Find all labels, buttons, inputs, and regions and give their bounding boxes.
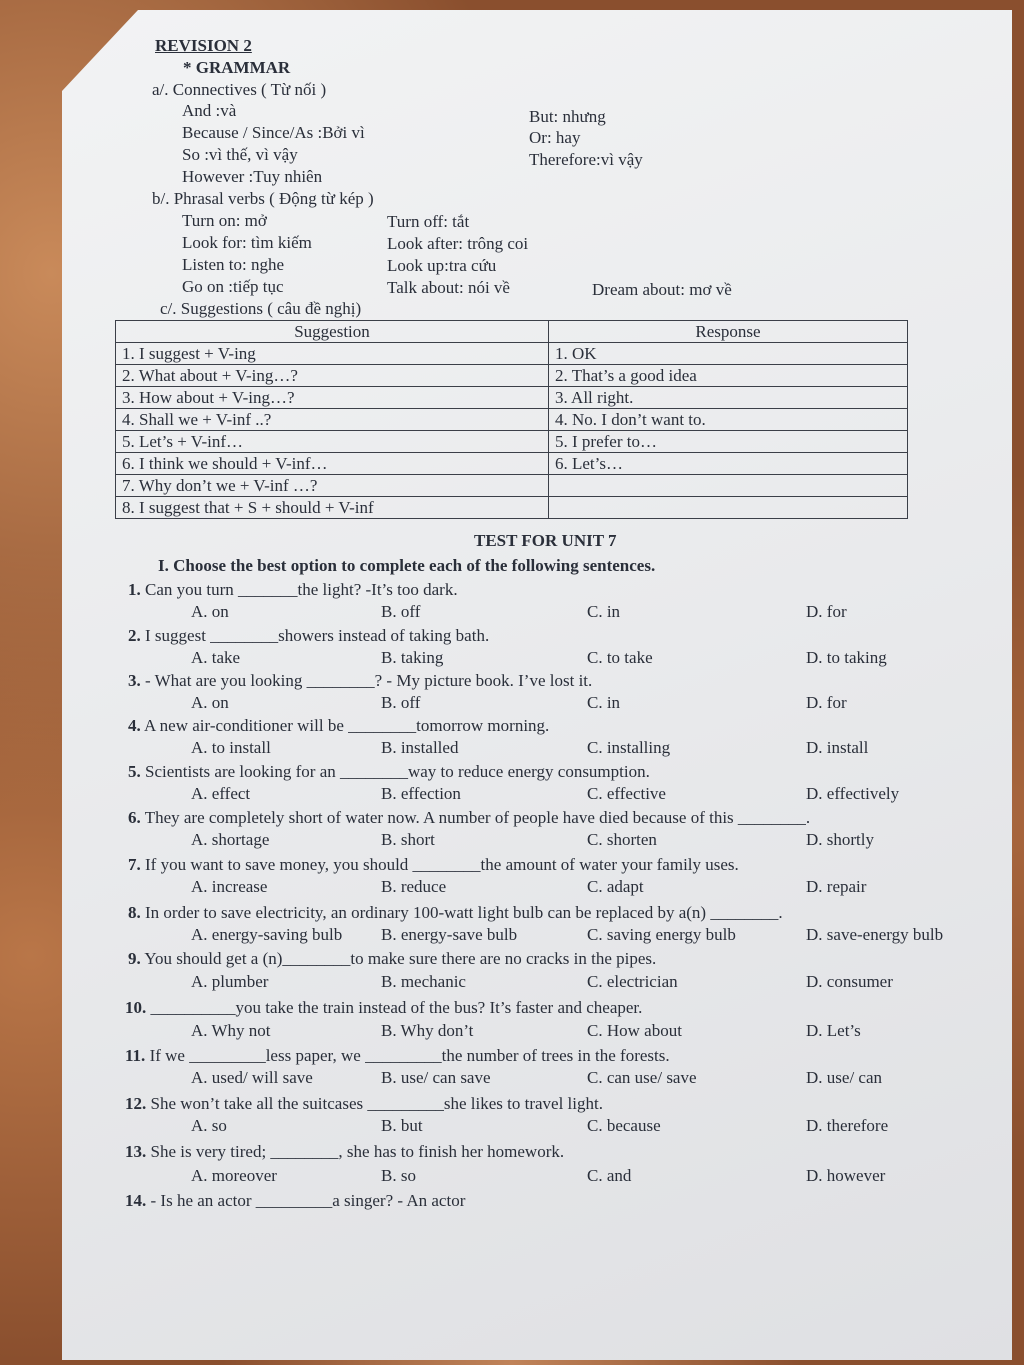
answer-option: B. effection: [381, 784, 461, 803]
question-stem: [128, 580, 458, 600]
question-text: I suggest ________showers instead of taking bath.: [140, 626, 490, 645]
question-number: 11.: [125, 1046, 146, 1065]
table-row: [116, 431, 908, 453]
question-text: __________you take the train instead of the bus? It’s faster and cheaper.: [146, 998, 643, 1017]
table-cell: 1. OK: [549, 343, 908, 365]
column-header: Response: [549, 321, 908, 343]
answer-option: D. to taking: [806, 648, 887, 667]
connective-item: And :và: [182, 101, 237, 120]
question-stem: [128, 903, 783, 923]
table-row: [116, 497, 908, 519]
answer-option: D. Let’s: [806, 1021, 861, 1040]
table-row: [116, 365, 908, 387]
suggestions-title: c/. Suggestions ( câu đề nghị): [160, 299, 362, 318]
answer-option: B. off: [381, 602, 421, 621]
answer-option: A. to install: [191, 738, 271, 757]
connective-item: But: nhưng: [529, 107, 606, 126]
connective-item: Therefore:vì vậy: [529, 150, 643, 169]
answer-option: A. on: [191, 693, 229, 712]
answer-option: C. and: [587, 1166, 632, 1185]
question-number: 7.: [128, 855, 141, 874]
question-number: 10.: [125, 998, 147, 1017]
question-stem: [128, 762, 650, 782]
answer-option: B. installed: [381, 738, 459, 757]
answer-option: D. therefore: [806, 1116, 889, 1135]
question-text: In order to save electricity, an ordinary 100-watt light bulb can be replaced by a(n) ________.: [140, 903, 783, 922]
table-cell: 4. No. I don’t want to.: [549, 409, 908, 431]
question-stem: [125, 1142, 564, 1162]
answer-option: A. effect: [191, 784, 251, 803]
answer-option: A. take: [191, 648, 241, 667]
question-stem: [125, 998, 642, 1018]
connective-item: Because / Since/As :Bởi vì: [182, 123, 365, 142]
phrasal-item: Look for: tìm kiếm: [182, 233, 312, 252]
phrasal-item: Turn off: tắt: [387, 212, 470, 231]
phrasal-item: Turn on: mở: [182, 211, 267, 230]
table-cell: 2. What about + V-ing…?: [116, 365, 549, 387]
answer-option: A. so: [191, 1116, 227, 1135]
connective-item: So :vì thế, vì vậy: [182, 145, 298, 164]
table-cell: [549, 497, 908, 519]
question-number: 8.: [128, 903, 141, 922]
table-cell: 1. I suggest + V-ing: [116, 343, 549, 365]
answer-option: A. energy-saving bulb: [191, 925, 343, 944]
question-number: 12.: [125, 1094, 147, 1113]
answer-option: B. short: [381, 830, 435, 849]
phrasal-title: b/. Phrasal verbs ( Động từ kép ): [152, 189, 374, 208]
connectives-title: a/. Connectives ( Từ nối ): [152, 80, 327, 99]
answer-option: D. effectively: [806, 784, 900, 803]
answer-option: B. mechanic: [381, 972, 466, 991]
question-number: 14.: [125, 1191, 147, 1210]
answer-option: D. repair: [806, 877, 867, 896]
table-cell: 6. I think we should + V-inf…: [116, 453, 549, 475]
grammar-heading: * GRAMMAR: [183, 58, 291, 77]
answer-option: D. however: [806, 1166, 886, 1185]
answer-option: B. taking: [381, 648, 444, 667]
question-stem: [128, 671, 592, 691]
answer-option: A. plumber: [191, 972, 269, 991]
question-text: She is very tired; ________, she has to finish her homework.: [146, 1142, 565, 1161]
question-stem: [128, 626, 489, 646]
table-row: [116, 475, 908, 497]
answer-option: C. installing: [587, 738, 671, 757]
connective-item: However :Tuy nhiên: [182, 167, 323, 186]
phrasal-item: Look after: trông coi: [387, 234, 529, 253]
connective-item: Or: hay: [529, 128, 581, 147]
answer-option: A. shortage: [191, 830, 270, 849]
answer-option: D. consumer: [806, 972, 893, 991]
question-stem: [128, 716, 549, 736]
table-cell: 7. Why don’t we + V-inf …?: [116, 475, 549, 497]
answer-option: B. use/ can save: [381, 1068, 491, 1087]
question-text: You should get a (n)________to make sure there are no cracks in the pipes.: [140, 949, 657, 968]
answer-option: C. shorten: [587, 830, 657, 849]
answer-option: C. How about: [587, 1021, 682, 1040]
answer-option: A. Why not: [191, 1021, 271, 1040]
answer-option: B. but: [381, 1116, 423, 1135]
answer-option: B. reduce: [381, 877, 447, 896]
question-text: - Is he an actor _________a singer? - An actor: [146, 1191, 466, 1210]
table-cell: 6. Let’s…: [549, 453, 908, 475]
test-title: TEST FOR UNIT 7: [474, 531, 617, 550]
answer-option: C. electrician: [587, 972, 678, 991]
question-text: If we _________less paper, we _________the number of trees in the forests.: [145, 1046, 670, 1065]
table-row: [116, 387, 908, 409]
answer-option: C. to take: [587, 648, 653, 667]
question-text: Can you turn _______the light? -It’s too dark.: [140, 580, 458, 599]
question-text: A new air-conditioner will be ________tomorrow morning.: [140, 716, 550, 735]
answer-option: C. because: [587, 1116, 661, 1135]
answer-option: D. shortly: [806, 830, 874, 849]
question-number: 3.: [128, 671, 141, 690]
answer-option: A. on: [191, 602, 229, 621]
answer-option: C. saving energy bulb: [587, 925, 736, 944]
answer-option: B. energy-save bulb: [381, 925, 518, 944]
phrasal-item: Look up:tra cứu: [387, 256, 497, 275]
test-instruction: I. Choose the best option to complete each of the following sentences.: [158, 556, 656, 575]
table-cell: 5. I prefer to…: [549, 431, 908, 453]
answer-option: A. used/ will save: [191, 1068, 313, 1087]
answer-option: D. for: [806, 602, 847, 621]
question-number: 6.: [128, 808, 141, 827]
phrasal-item: Talk about: nói về: [387, 278, 510, 297]
question-number: 13.: [125, 1142, 147, 1161]
answer-option: D. for: [806, 693, 847, 712]
question-stem: [128, 949, 656, 969]
table-row: [116, 409, 908, 431]
phrasal-item: Go on :tiếp tục: [182, 277, 284, 296]
table-row: [116, 453, 908, 475]
question-number: 1.: [128, 580, 141, 599]
table-cell: 3. How about + V-ing…?: [116, 387, 549, 409]
question-text: They are completely short of water now. A number of people have died because of this ________.: [140, 808, 811, 827]
table-row: [116, 343, 908, 365]
question-stem: [125, 1191, 465, 1211]
question-stem: [128, 855, 739, 875]
answer-option: D. save-energy bulb: [806, 925, 944, 944]
question-stem: [128, 808, 810, 828]
question-number: 9.: [128, 949, 141, 968]
answer-option: C. can use/ save: [587, 1068, 697, 1087]
phrasal-item: Listen to: nghe: [182, 255, 284, 274]
answer-option: D. use/ can: [806, 1068, 883, 1087]
column-header: Suggestion: [116, 321, 549, 343]
table-cell: 8. I suggest that + S + should + V-inf: [116, 497, 549, 519]
table-cell: 4. Shall we + V-inf ..?: [116, 409, 549, 431]
answer-option: C. adapt: [587, 877, 644, 896]
question-number: 2.: [128, 626, 141, 645]
answer-option: C. in: [587, 693, 621, 712]
answer-option: A. moreover: [191, 1166, 277, 1185]
table-cell: 2. That’s a good idea: [549, 365, 908, 387]
answer-option: B. so: [381, 1166, 416, 1185]
revision-title: REVISION 2: [155, 36, 252, 55]
question-text: If you want to save money, you should ________the amount of water your family uses.: [140, 855, 739, 874]
table-cell: [549, 475, 908, 497]
answer-option: D. install: [806, 738, 869, 757]
suggestions-table: [115, 320, 908, 519]
answer-option: B. Why don’t: [381, 1021, 474, 1040]
question-text: She won’t take all the suitcases _________she likes to travel light.: [146, 1094, 603, 1113]
question-text: Scientists are looking for an ________way to reduce energy consumption.: [140, 762, 650, 781]
phrasal-item: Dream about: mơ về: [592, 280, 732, 299]
question-stem: [125, 1094, 603, 1114]
table-header-row: [116, 321, 908, 343]
answer-option: C. in: [587, 602, 621, 621]
table-cell: 5. Let’s + V-inf…: [116, 431, 549, 453]
answer-option: A. increase: [191, 877, 268, 896]
question-number: 5.: [128, 762, 141, 781]
question-text: - What are you looking ________? - My picture book. I’ve lost it.: [140, 671, 593, 690]
answer-option: C. effective: [587, 784, 666, 803]
question-stem: [125, 1046, 670, 1066]
question-number: 4.: [128, 716, 141, 735]
answer-option: B. off: [381, 693, 421, 712]
table-cell: 3. All right.: [549, 387, 908, 409]
